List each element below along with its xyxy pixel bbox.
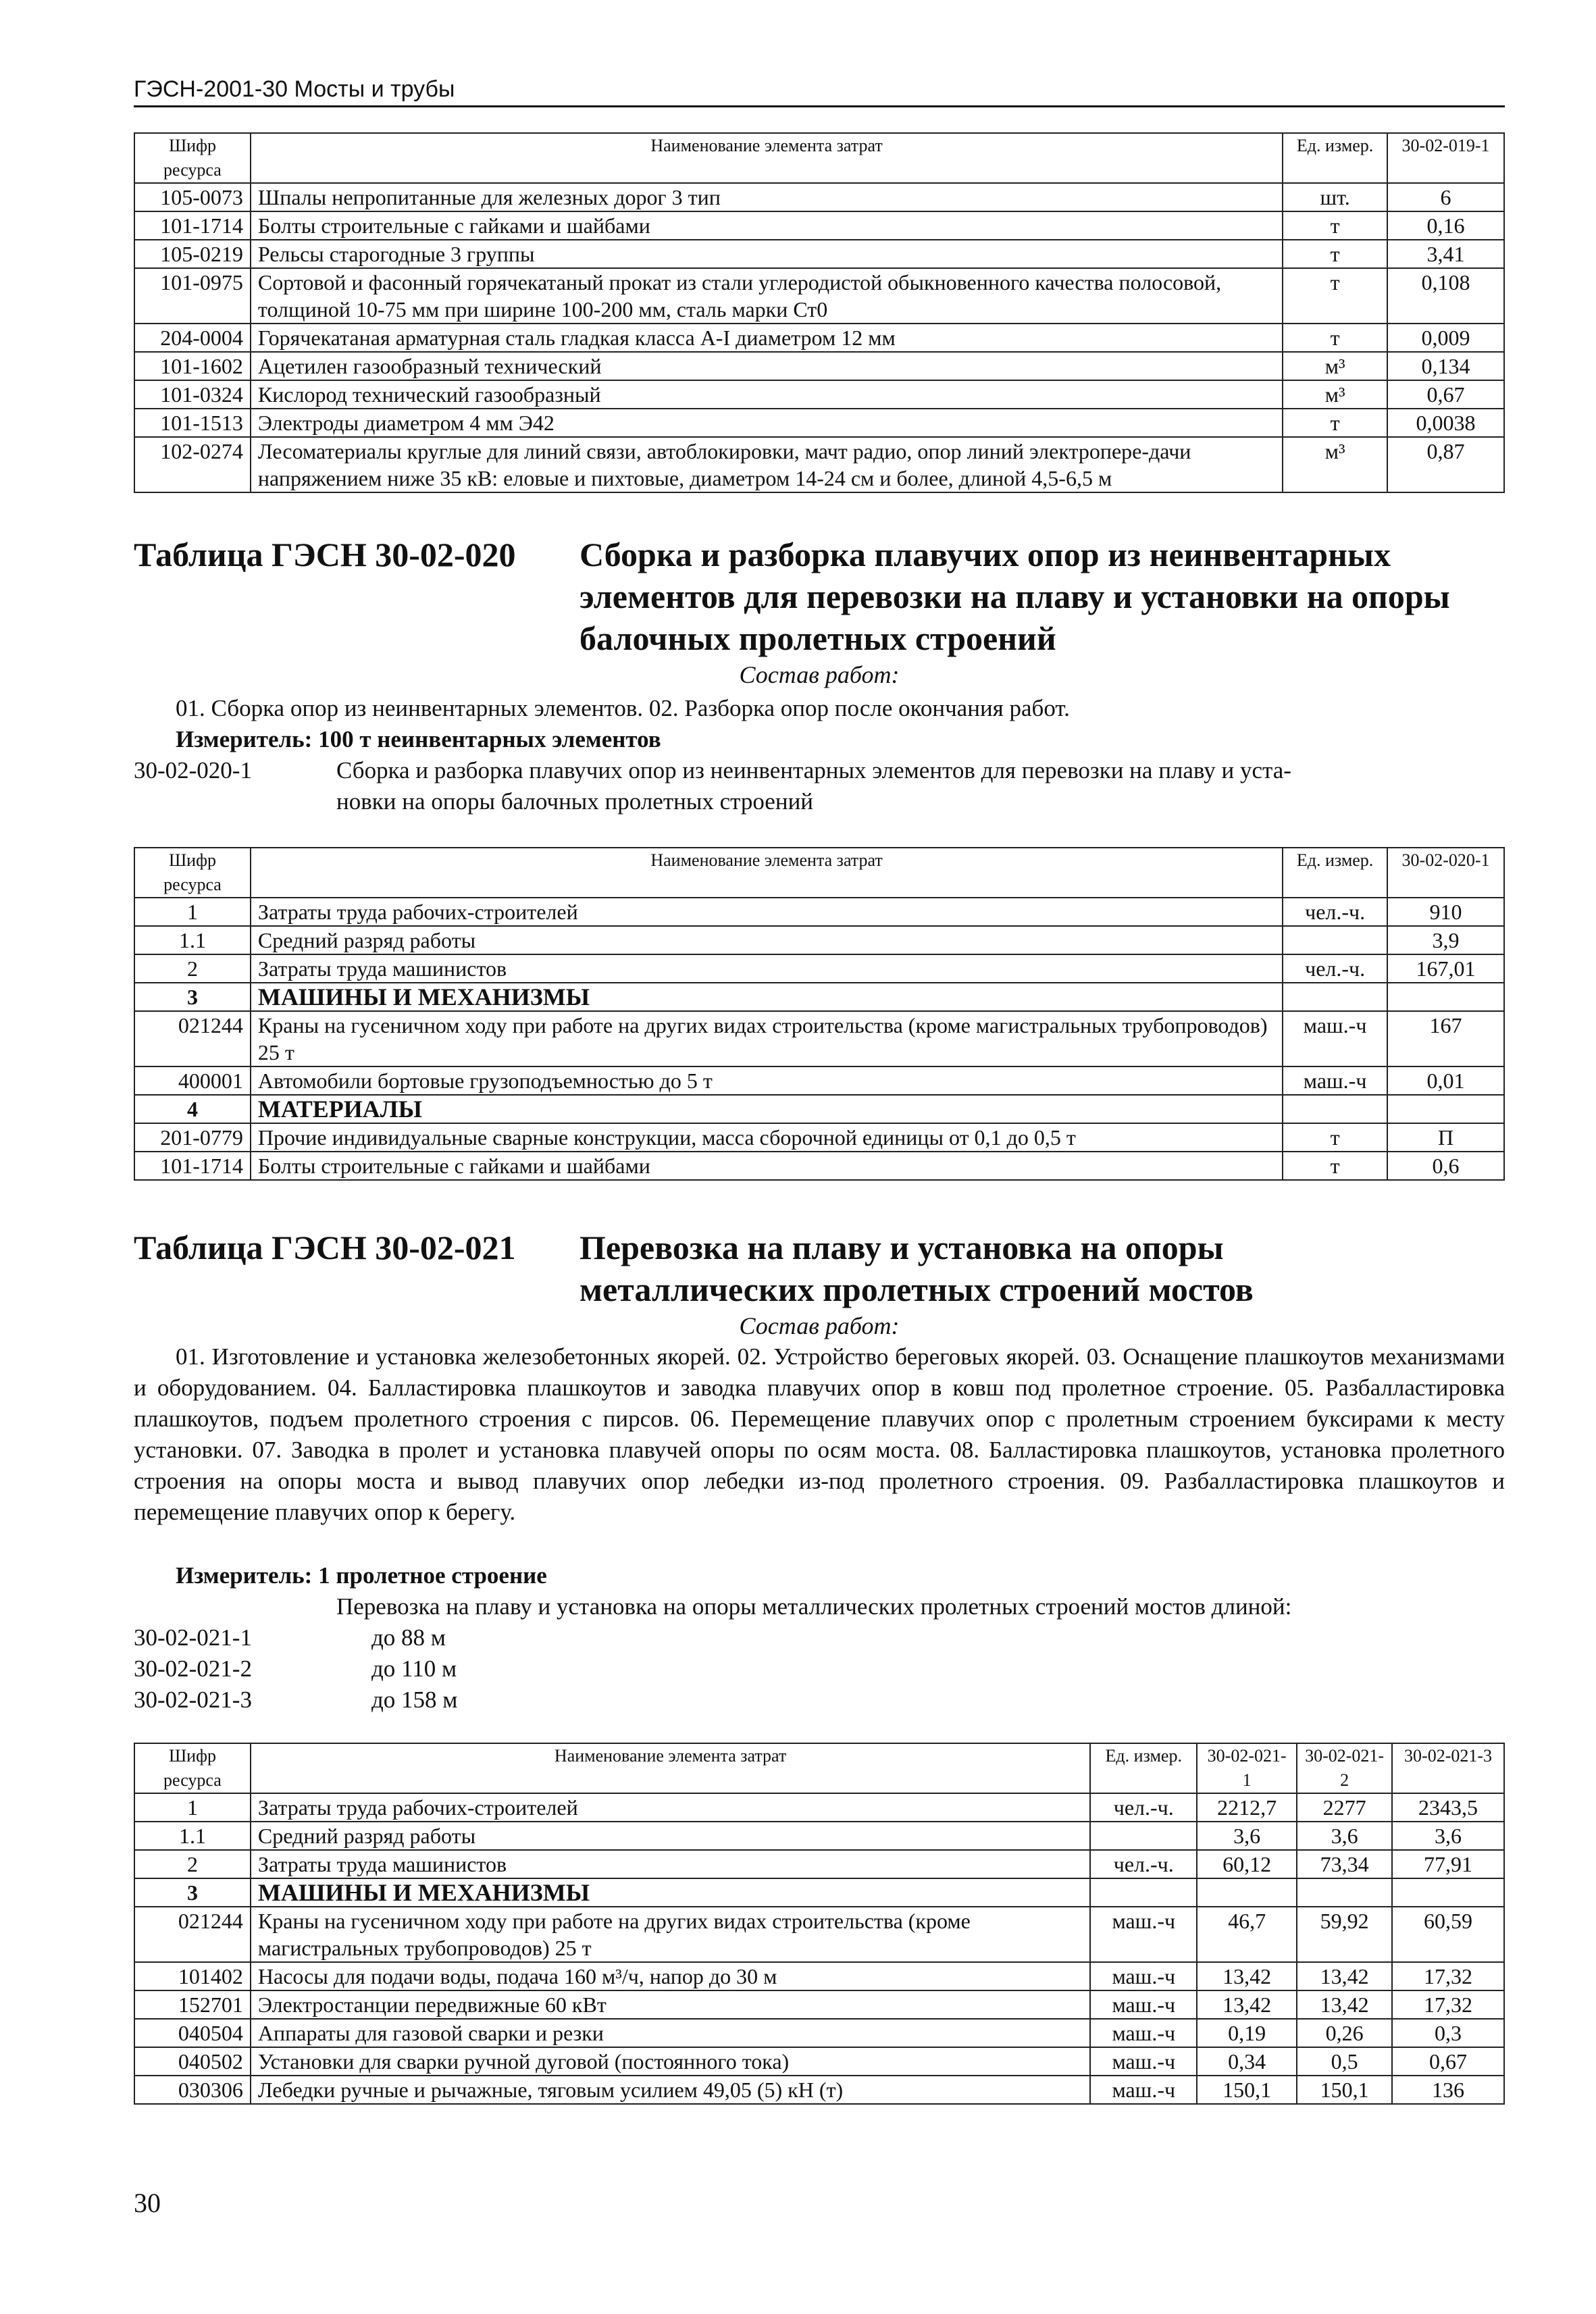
cell-name: Средний разряд работы	[251, 926, 1283, 954]
cell-code: 101-1602	[134, 352, 251, 380]
cell-name: Ацетилен газообразный технический	[251, 352, 1283, 380]
cell-name: Лесоматериалы круглые для линий связи, автоблокировки, мачт радио, опор линий электропере-дачи напряжением ниже 35 кВ: еловые и пихтовые, диаметром 14-24 см и более, длиной 4,5-6,5 м	[251, 437, 1283, 492]
cell-unit: маш.-ч	[1090, 2076, 1197, 2104]
table-row	[134, 324, 1504, 352]
cell-unit: маш.-ч	[1090, 2019, 1197, 2047]
cell-unit: чел.-ч.	[1283, 898, 1387, 926]
cell-unit: маш.-ч	[1283, 1011, 1387, 1066]
cell-unit: шт.	[1283, 183, 1387, 211]
col-header-norm-1: 30-02-021-1	[1197, 1743, 1297, 1793]
cell-value: 6	[1387, 183, 1504, 211]
cell-value: 3,6	[1197, 1822, 1297, 1850]
cell-code: 152701	[134, 1990, 251, 2019]
table-row	[134, 926, 1504, 954]
cell-unit: маш.-ч	[1090, 2047, 1197, 2076]
cell-value: 13,42	[1197, 1962, 1297, 1990]
cell-name: Насосы для подачи воды, подача 160 м³/ч, напор до 30 м	[251, 1962, 1090, 1990]
resource-table-021	[134, 1743, 1505, 2105]
cell-unit: чел.-ч.	[1090, 1793, 1197, 1822]
cell-code: 3	[134, 1878, 251, 1907]
cell-value: 60,59	[1392, 1907, 1504, 1962]
table-row	[134, 1793, 1504, 1822]
cell-unit: т	[1283, 324, 1387, 352]
cell-name: Электростанции передвижные 60 кВт	[251, 1990, 1090, 2019]
cell-unit: маш.-ч	[1090, 1907, 1197, 1962]
meter-020: Измеритель: 100 т неинвентарных элементов	[176, 726, 661, 752]
cell-unit: т	[1283, 409, 1387, 437]
table-row	[134, 983, 1504, 1011]
cell-value: 13,42	[1297, 1962, 1392, 1990]
cell-name: Аппараты для газовой сварки и резки	[251, 2019, 1090, 2047]
cell-code: 030306	[134, 2076, 251, 2104]
col-header-name: Наименование элемента затрат	[251, 848, 1283, 898]
table-row	[134, 211, 1504, 240]
cell-unit	[1283, 926, 1387, 954]
cell-code: 101-1513	[134, 409, 251, 437]
table-row	[134, 1152, 1504, 1180]
cell-value: 0,134	[1387, 352, 1504, 380]
table-row	[134, 1123, 1504, 1152]
cell-code: 204-0004	[134, 324, 251, 352]
col-header-code: Шифр ресурса	[134, 133, 251, 183]
table-row	[134, 1850, 1504, 1878]
table-row	[134, 1095, 1504, 1123]
cell-value: 0,19	[1197, 2019, 1297, 2047]
col-header-unit: Ед. измер.	[1090, 1743, 1197, 1793]
cell-name: Кислород технический газообразный	[251, 380, 1283, 409]
page-number: 30	[134, 2188, 161, 2218]
cell-unit: чел.-ч.	[1283, 954, 1387, 983]
cell-code: 3	[134, 983, 251, 1011]
cell-value: 910	[1387, 898, 1504, 926]
table-row	[134, 898, 1504, 926]
cell-code: 2	[134, 954, 251, 983]
cell-unit: маш.-ч	[1090, 1990, 1197, 2019]
work-composition-label-021: Состав работ:	[739, 1312, 900, 1339]
cell-value: 0,34	[1197, 2047, 1297, 2076]
cell-unit: т	[1283, 240, 1387, 268]
cell-name: Затраты труда машинистов	[251, 1850, 1090, 1878]
cell-value	[1197, 1878, 1297, 1907]
cell-value: 3,41	[1387, 240, 1504, 268]
col-header-norm: 30-02-019-1	[1387, 133, 1504, 183]
cell-name: Затраты труда машинистов	[251, 954, 1283, 983]
table-row	[134, 380, 1504, 409]
table-row	[134, 954, 1504, 983]
cell-value: 167	[1387, 1011, 1504, 1066]
table-row	[134, 1011, 1504, 1066]
col-header-unit: Ед. измер.	[1283, 848, 1387, 898]
table-row	[134, 2076, 1504, 2104]
cell-value	[1387, 983, 1504, 1011]
cell-value: 13,42	[1297, 1990, 1392, 2019]
cell-unit: т	[1283, 268, 1387, 324]
cell-code: 101-1714	[134, 211, 251, 240]
cell-unit	[1090, 1822, 1197, 1850]
norm-desc-021-2: до 110 м	[371, 1655, 457, 1682]
norm-code-021-2: 30-02-021-2	[134, 1655, 252, 1682]
cell-value: 73,34	[1297, 1850, 1392, 1878]
cell-value: 0,108	[1387, 268, 1504, 324]
cell-value: 0,67	[1392, 2047, 1504, 2076]
cell-name: Прочие индивидуальные сварные конструкции, масса сборочной единицы от 0,1 до 0,5 т	[251, 1123, 1283, 1152]
table-row	[134, 1907, 1504, 1962]
table-row	[134, 1066, 1504, 1095]
cell-unit	[1283, 1095, 1387, 1123]
cell-code: 1	[134, 898, 251, 926]
cell-code: 040502	[134, 2047, 251, 2076]
table-header-row	[134, 133, 1504, 183]
cell-code: 4	[134, 1095, 251, 1123]
cell-code: 101402	[134, 1962, 251, 1990]
col-header-code: Шифр ресурса	[134, 1743, 251, 1793]
cell-unit: маш.-ч	[1090, 1962, 1197, 1990]
cell-value: 77,91	[1392, 1850, 1504, 1878]
col-header-unit: Ед. измер.	[1283, 133, 1387, 183]
cell-value	[1392, 1878, 1504, 1907]
cell-name: Средний разряд работы	[251, 1822, 1090, 1850]
cell-value: 13,42	[1197, 1990, 1297, 2019]
norm-code-021-1: 30-02-021-1	[134, 1624, 252, 1651]
table-020-title-line1: Сборка и разборка плавучих опор из неинвентарных	[580, 536, 1391, 573]
table-row	[134, 268, 1504, 324]
table-021-title-line1: Перевозка на плаву и установка на опоры	[580, 1229, 1224, 1266]
cell-name: Затраты труда рабочих-строителей	[251, 1793, 1090, 1822]
cell-name: Электроды диаметром 4 мм Э42	[251, 409, 1283, 437]
cell-name: Горячекатаная арматурная сталь гладкая класса А-I диаметром 12 мм	[251, 324, 1283, 352]
norm-desc-021-3: до 158 м	[371, 1687, 458, 1713]
cell-name: Автомобили бортовые грузоподъемностью до 5 т	[251, 1066, 1283, 1095]
cell-name: Рельсы старогодные 3 группы	[251, 240, 1283, 268]
cell-value: 167,01	[1387, 954, 1504, 983]
cell-name: Сортовой и фасонный горячекатаный прокат из стали углеродистой обыкновенного качества полосовой, толщиной 10-75 мм при ширине 100-200 мм, сталь марки Ст0	[251, 268, 1283, 324]
cell-code: 105-0219	[134, 240, 251, 268]
norm-intro-021: Перевозка на плаву и установка на опоры металлических пролетных строений мостов длиной:	[336, 1593, 1292, 1620]
cell-value: 0,01	[1387, 1066, 1504, 1095]
cell-value: 0,0038	[1387, 409, 1504, 437]
cell-value: 2277	[1297, 1793, 1392, 1822]
table-row	[134, 1878, 1504, 1907]
table-row	[134, 1962, 1504, 1990]
col-header-norm-3: 30-02-021-3	[1392, 1743, 1504, 1793]
col-header-code: Шифр ресурса	[134, 848, 251, 898]
cell-value: 0,67	[1387, 380, 1504, 409]
cell-code: 2	[134, 1850, 251, 1878]
table-header-row	[134, 848, 1504, 898]
cell-value: 0,26	[1297, 2019, 1392, 2047]
resource-table-019	[134, 132, 1505, 493]
cell-value: 0,6	[1387, 1152, 1504, 1180]
cell-value: П	[1387, 1123, 1504, 1152]
table-row	[134, 1990, 1504, 2019]
norm-code-020-1: 30-02-020-1	[134, 757, 252, 783]
cell-name: Затраты труда рабочих-строителей	[251, 898, 1283, 926]
norm-desc-021-1: до 88 м	[371, 1624, 446, 1651]
cell-value: 150,1	[1197, 2076, 1297, 2104]
cell-value: 2343,5	[1392, 1793, 1504, 1822]
works-list-021: 01. Изготовление и установка железобетонных якорей. 02. Устройство береговых якорей. 03. Оснащение плашкоутов механизмами и оборудованием. 04. Балластировка плашкоутов и заводка плавучих опор в ковш под пролетное строение. 05. Разбалластировка плашкоутов, подъем пролетного строения с пирсов. 06. Перемещение плавучих опор с пролетным строением буксирами к месту установки. 07. Заводка в пролет и установка плавучей опоры по осям моста. 08. Балластировка плашкоутов, установка пролетного строения на опоры моста и вывод плавучих опор лебедки из-под пролетного строения. 09. Разбалластировка плашкоутов и перемещение плавучих опор к берегу.	[134, 1343, 1505, 1525]
col-header-norm-2: 30-02-021-2	[1297, 1743, 1392, 1793]
cell-value: 0,009	[1387, 324, 1504, 352]
works-list-020: 01. Сборка опор из неинвентарных элементов. 02. Разборка опор после окончания работ.	[176, 695, 1070, 721]
cell-value: 0,16	[1387, 211, 1504, 240]
cell-code: 1.1	[134, 1822, 251, 1850]
cell-unit: маш.-ч	[1283, 1066, 1387, 1095]
cell-code: 101-0324	[134, 380, 251, 409]
cell-code: 101-0975	[134, 268, 251, 324]
norm-code-021-3: 30-02-021-3	[134, 1687, 252, 1713]
table-row	[134, 2019, 1504, 2047]
cell-value	[1387, 1095, 1504, 1123]
cell-unit: т	[1283, 1123, 1387, 1152]
table-row	[134, 1822, 1504, 1850]
cell-value: 17,32	[1392, 1962, 1504, 1990]
cell-unit: м³	[1283, 437, 1387, 492]
cell-name: МАТЕРИАЛЫ	[251, 1095, 1283, 1123]
cell-value	[1297, 1878, 1392, 1907]
cell-name: Болты строительные с гайками и шайбами	[251, 211, 1283, 240]
cell-name: МАШИНЫ И МЕХАНИЗМЫ	[251, 1878, 1090, 1907]
table-row	[134, 183, 1504, 211]
table-020-title-line2: элементов для перевозки на плаву и установки на опоры	[580, 577, 1450, 615]
cell-name: МАШИНЫ И МЕХАНИЗМЫ	[251, 983, 1283, 1011]
cell-value: 17,32	[1392, 1990, 1504, 2019]
cell-value: 136	[1392, 2076, 1504, 2104]
cell-value: 46,7	[1197, 1907, 1297, 1962]
table-row	[134, 437, 1504, 492]
cell-code: 101-1714	[134, 1152, 251, 1180]
cell-name: Лебедки ручные и рычажные, тяговым усилием 49,05 (5) кН (т)	[251, 2076, 1090, 2104]
cell-unit: т	[1283, 211, 1387, 240]
cell-unit	[1090, 1878, 1197, 1907]
cell-value: 2212,7	[1197, 1793, 1297, 1822]
cell-code: 400001	[134, 1066, 251, 1095]
meter-021: Измеритель: 1 пролетное строение	[176, 1562, 547, 1589]
cell-value: 3,9	[1387, 926, 1504, 954]
cell-value: 59,92	[1297, 1907, 1392, 1962]
cell-name: Шпалы непропитанные для железных дорог 3 тип	[251, 183, 1283, 211]
cell-value: 0,5	[1297, 2047, 1392, 2076]
cell-name: Установки для сварки ручной дуговой (постоянного тока)	[251, 2047, 1090, 2076]
table-row	[134, 240, 1504, 268]
table-020-label: Таблица ГЭСН 30-02-020	[134, 536, 516, 573]
resource-table-020	[134, 847, 1505, 1181]
cell-code: 021244	[134, 1907, 251, 1962]
table-021-title-line2: металлических пролетных строений мостов	[580, 1270, 1254, 1308]
cell-name: Болты строительные с гайками и шайбами	[251, 1152, 1283, 1180]
cell-code: 105-0073	[134, 183, 251, 211]
cell-code: 102-0274	[134, 437, 251, 492]
norm-desc-020-1-line1: Сборка и разборка плавучих опор из неинвентарных элементов для перевозки на плаву и уста-	[336, 757, 1291, 783]
cell-code: 1	[134, 1793, 251, 1822]
table-row	[134, 352, 1504, 380]
work-composition-label-020: Состав работ:	[739, 661, 900, 688]
cell-code: 021244	[134, 1011, 251, 1066]
col-header-name: Наименование элемента затрат	[251, 1743, 1090, 1793]
col-header-name: Наименование элемента затрат	[251, 133, 1283, 183]
cell-unit: чел.-ч.	[1090, 1850, 1197, 1878]
cell-value: 0,87	[1387, 437, 1504, 492]
cell-value: 60,12	[1197, 1850, 1297, 1878]
table-header-row	[134, 1743, 1504, 1793]
cell-value: 3,6	[1297, 1822, 1392, 1850]
cell-code: 040504	[134, 2019, 251, 2047]
cell-name: Краны на гусеничном ходу при работе на других видах строительства (кроме магистральных трубопроводов) 25 т	[251, 1011, 1283, 1066]
cell-code: 201-0779	[134, 1123, 251, 1152]
cell-value: 0,3	[1392, 2019, 1504, 2047]
cell-code: 1.1	[134, 926, 251, 954]
norm-desc-020-1-line2: новки на опоры балочных пролетных строений	[336, 788, 814, 815]
table-020-title-line3: балочных пролетных строений	[580, 619, 1056, 657]
table-021-label: Таблица ГЭСН 30-02-021	[134, 1229, 516, 1266]
cell-name: Краны на гусеничном ходу при работе на других видах строительства (кроме магистральных трубопроводов) 25 т	[251, 1907, 1090, 1962]
cell-unit	[1283, 983, 1387, 1011]
table-row	[134, 409, 1504, 437]
cell-unit: м³	[1283, 380, 1387, 409]
col-header-norm: 30-02-020-1	[1387, 848, 1504, 898]
running-header: ГЭСН-2001-30 Мосты и трубы	[134, 73, 1505, 107]
cell-unit: т	[1283, 1152, 1387, 1180]
table-row	[134, 2047, 1504, 2076]
cell-value: 3,6	[1392, 1822, 1504, 1850]
cell-value: 150,1	[1297, 2076, 1392, 2104]
cell-unit: м³	[1283, 352, 1387, 380]
